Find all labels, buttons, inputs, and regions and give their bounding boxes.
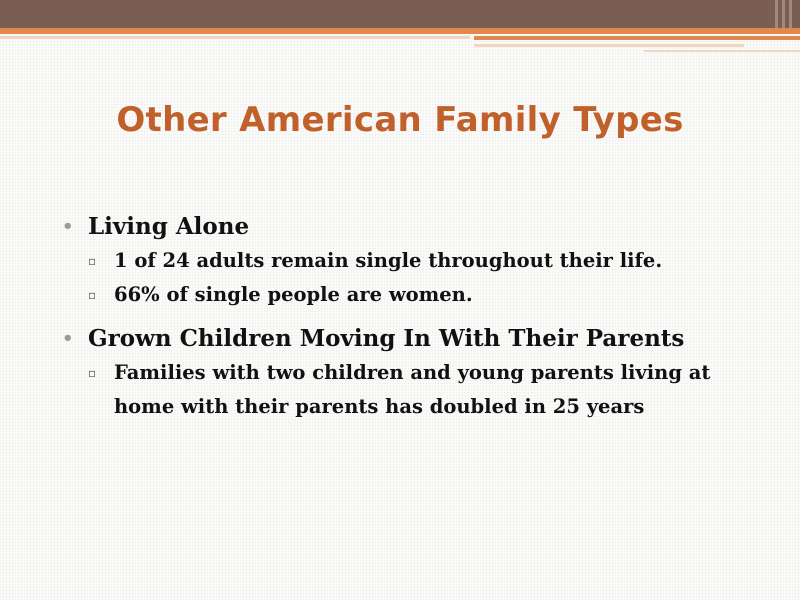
- bullet-dot-icon: •: [62, 328, 74, 349]
- sub-bullet-text: 66% of single people are women.: [114, 283, 473, 306]
- decor-stripe: [0, 28, 800, 34]
- slide-body: [62, 206, 752, 424]
- bullet-dot-icon: •: [62, 216, 74, 237]
- bullet-grown-children: [62, 322, 752, 356]
- decor-stripe: [0, 36, 470, 39]
- sub-bullet-text: Families with two children and young parents living at home with their parents has doubled in 25 years: [114, 361, 711, 418]
- sub-bullet: [62, 244, 714, 278]
- slide-title: Other American Family Types: [116, 100, 684, 140]
- bullet-text: Grown Children Moving In With Their Parents: [88, 325, 685, 352]
- header-bar-divider: [789, 0, 792, 28]
- bullet-square-icon: ▫: [88, 288, 97, 302]
- decor-stripe: [644, 50, 800, 52]
- bullet-square-icon: ▫: [88, 254, 97, 268]
- sub-bullet: [62, 278, 714, 312]
- bullet-text: Living Alone: [88, 213, 250, 240]
- sub-bullet-text: 1 of 24 adults remain single throughout their life.: [114, 249, 663, 272]
- header-bar: [0, 0, 800, 28]
- bullet-living-alone: [62, 210, 752, 244]
- spacer: [62, 312, 752, 318]
- header-bar-divider: [775, 0, 778, 28]
- sub-bullet: [62, 356, 714, 424]
- header-bar-divider: [782, 0, 785, 28]
- decor-stripe: [474, 36, 800, 40]
- decor-stripe: [474, 44, 744, 47]
- bullet-square-icon: ▫: [88, 366, 97, 380]
